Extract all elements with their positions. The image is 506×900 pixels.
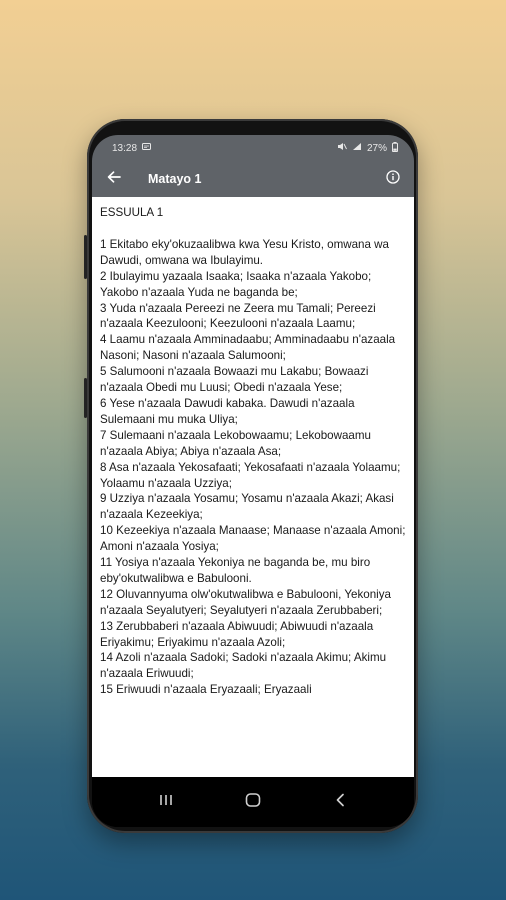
- info-circle-icon: [386, 170, 400, 189]
- verse-item: 9 Uzziya n'azaala Yosamu; Yosamu n'azaala Akazi; Akasi n'azaala Kezeekiya;: [100, 492, 394, 522]
- system-nav-bar: [92, 777, 414, 827]
- verse-item: 1 Ekitabo eky'okuzaalibwa kwa Yesu Kristo, omwana wa Dawudi, omwana wa Ibulayimu.: [100, 237, 389, 267]
- verse-item: 3 Yuda n'azaala Pereezi ne Zeera mu Tamali; Pereezi n'azaala Keezulooni; Keezulooni n'azaala Laamu;: [100, 301, 376, 331]
- phone-screen: [92, 135, 414, 827]
- mute-icon: [337, 142, 347, 154]
- verse-item: 4 Laamu n'azaala Amminadaabu; Amminadaabu n'azaala Nasoni; Nasoni n'azaala Salumooni;: [100, 333, 396, 363]
- back-button[interactable]: [102, 167, 126, 191]
- chapter-title: ESSUULA 1: [100, 206, 164, 219]
- status-bar: [92, 135, 414, 161]
- verse-item: 15 Eriwuudi n'azaala Eryazaali; Eryazaali: [100, 683, 312, 697]
- status-left: [112, 143, 151, 154]
- signal-icon: [352, 142, 362, 154]
- verse-item: 7 Sulemaani n'azaala Lekobowaamu; Lekobowaamu n'azaala Abiya; Abiya n'azaala Asa;: [100, 428, 371, 458]
- verse-item: 6 Yese n'azaala Dawudi kabaka. Dawudi n'azaala Sulemaani mu muka Uliya;: [100, 396, 355, 426]
- app-title: Matayo 1: [148, 172, 202, 186]
- verse-item: 10 Kezeekiya n'azaala Manaase; Manaase n'azaala Amoni; Amoni n'azaala Yosiya;: [100, 524, 406, 554]
- verse-item: 14 Azoli n'azaala Sadoki; Sadoki n'azaala Akimu; Akimu n'azaala Eriwuudi;: [100, 651, 387, 681]
- status-right: [337, 142, 398, 155]
- battery-icon: [392, 142, 398, 155]
- recents-button[interactable]: [146, 787, 186, 817]
- verse-item: 13 Zerubbaberi n'azaala Abiwuudi; Abiwuudi n'azaala Eriyakimu; Eriyakimu n'azaala Azoli;: [100, 619, 374, 649]
- status-time: 13:28: [112, 142, 138, 154]
- verse-item: 11 Yosiya n'azaala Yekoniya ne baganda be, mu biro eby'okutwalibwa e Babulooni.: [100, 556, 371, 585]
- app-bar: [92, 161, 414, 197]
- home-icon: [245, 793, 261, 812]
- recents-icon: [159, 793, 173, 811]
- chapter-content[interactable]: [92, 197, 414, 777]
- chevron-left-icon: [335, 793, 345, 812]
- verse-item: 12 Oluvannyuma olw'okutwalibwa e Babulooni, Yekoniya n'azaala Seyalutyeri; Seyalutyeri n'azaala Zerubbaberi;: [100, 587, 391, 617]
- arrow-left-icon: [107, 170, 121, 188]
- verse-list: [100, 237, 408, 698]
- back-nav-button[interactable]: [320, 787, 360, 817]
- home-button[interactable]: [233, 787, 273, 817]
- info-button[interactable]: [382, 168, 404, 190]
- verse-item: 8 Asa n'azaala Yekosafaati; Yekosafaati n'azaala Yolaamu; Yolaamu n'azaala Uzziya;: [100, 460, 401, 490]
- verse-item: 2 Ibulayimu yazaala Isaaka; Isaaka n'azaala Yakobo; Yakobo n'azaala Yuda ne baganda be;: [100, 269, 372, 299]
- battery-percent: 27%: [366, 142, 387, 154]
- message-icon: [142, 143, 151, 154]
- verse-item: 5 Salumooni n'azaala Bowaazi mu Lakabu; Bowaazi n'azaala Obedi mu Luusi; Obedi n'azaala Yese;: [100, 365, 369, 395]
